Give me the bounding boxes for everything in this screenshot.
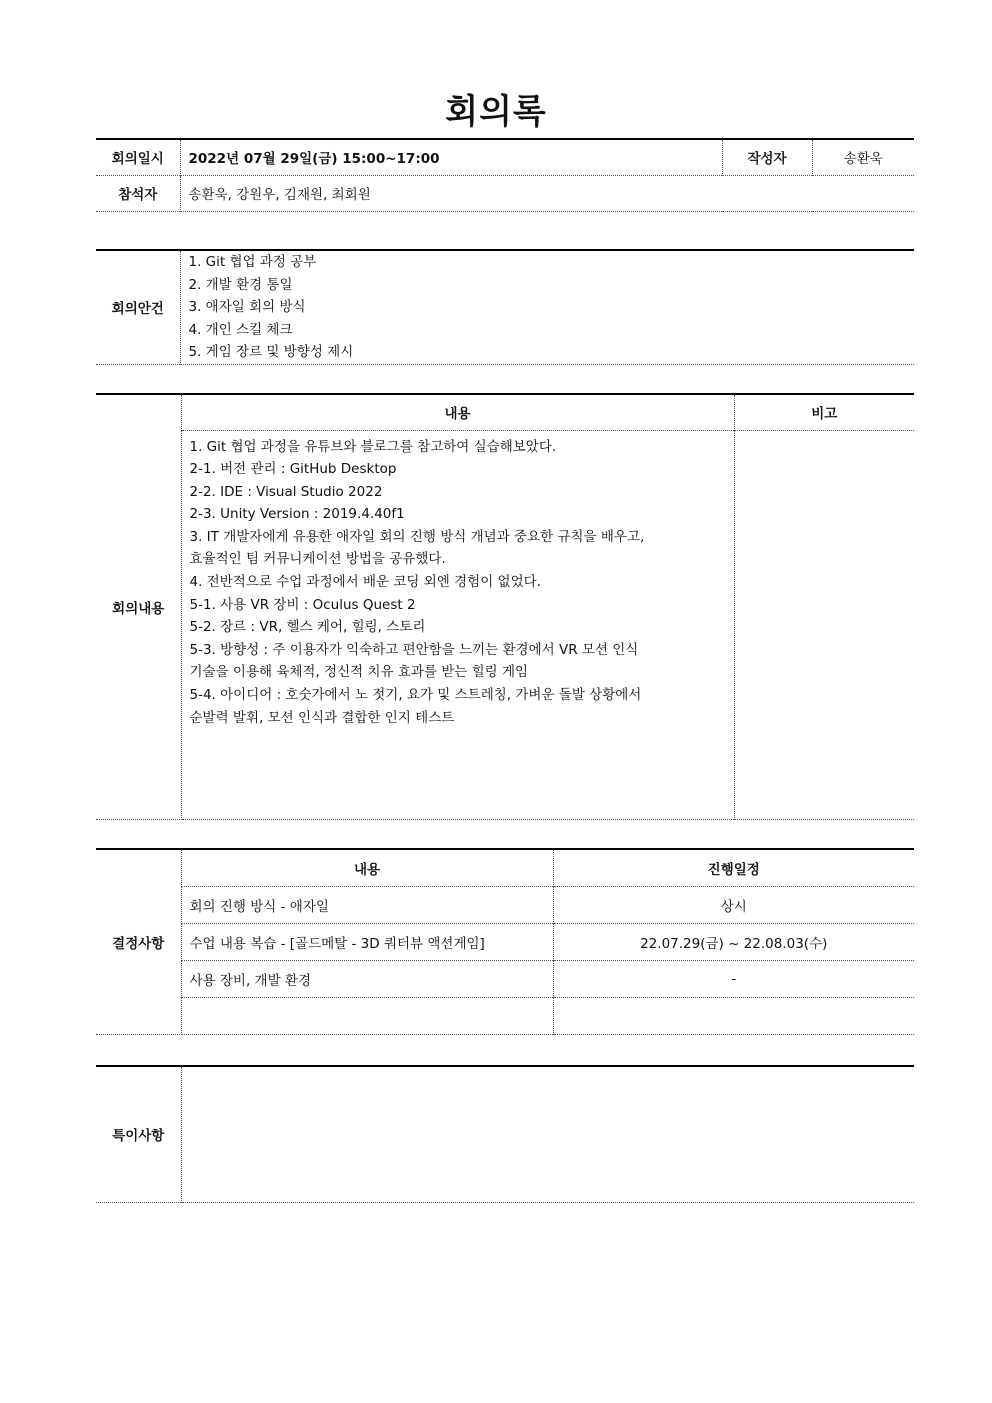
content-line: 3. IT 개발자에게 유용한 애자일 회의 진행 방식 개념과 중요한 규칙을 배우고, — [189, 528, 645, 545]
notes-table — [96, 1065, 914, 1203]
agenda-table — [96, 249, 914, 365]
agenda-item: 1. Git 협업 과정 공부 — [188, 254, 317, 270]
agenda-item: 5. 게임 장르 및 방향성 제시 — [188, 344, 354, 361]
content-line: 5-4. 아이디어 : 호숫가에서 노 젓기, 요가 및 스트레칭, 가벼운 돌발 상황에서 — [189, 687, 642, 704]
document-title: 회의록 — [445, 92, 547, 132]
note-col-header: 비고 — [811, 406, 838, 423]
attendees-value: 송환욱, 강원우, 김재원, 최회원 — [188, 187, 371, 203]
content-table — [96, 393, 914, 820]
header-table — [96, 138, 914, 212]
table-row — [96, 960, 914, 997]
attendees-label: 참석자 — [96, 175, 180, 211]
table-row — [96, 923, 914, 960]
content-line: 2-3. Unity Version : 2019.4.40f1 — [189, 506, 405, 523]
decisions-label: 결정사항 — [96, 849, 181, 1034]
agenda-label: 회의안건 — [96, 250, 180, 364]
decisions-table — [96, 848, 914, 1035]
decision-content: 수업 내용 복습 - [골드메탈 - 3D 쿼터뷰 액션게임] — [181, 923, 553, 960]
author-label: 작성자 — [722, 139, 812, 175]
content-line: 효율적인 팀 커뮤니케이션 방법을 공유했다. — [189, 551, 446, 568]
content-line: 5-2. 장르 : VR, 헬스 케어, 힐링, 스토리 — [189, 619, 426, 636]
content-body — [181, 430, 734, 819]
decisions-col-schedule: 진행일정 — [707, 861, 760, 878]
decision-schedule: - — [731, 970, 737, 987]
author-value: 송환욱 — [843, 151, 883, 168]
decision-content — [181, 997, 553, 1034]
content-label: 회의내용 — [96, 394, 181, 819]
decision-content: 회의 진행 방식 - 애자일 — [181, 886, 553, 923]
content-line: 5-1. 사용 VR 장비 : Oculus Quest 2 — [189, 596, 416, 613]
decision-schedule: 22.07.29(금) ~ 22.08.03(수) — [640, 935, 828, 952]
decisions-col-content: 내용 — [181, 849, 553, 886]
content-line: 기술을 이용해 육체적, 정신적 치유 효과를 받는 힐링 게임 — [189, 664, 529, 681]
content-line: 순발력 발휘, 모션 인식과 결합한 인지 테스트 — [189, 709, 455, 726]
date-label: 회의일시 — [96, 139, 180, 175]
content-line: 2-1. 버전 관리 : GitHub Desktop — [189, 461, 397, 478]
agenda-item: 2. 개발 환경 통일 — [188, 276, 293, 293]
decision-content: 사용 장비, 개발 환경 — [181, 960, 553, 997]
decision-schedule — [553, 997, 914, 1034]
content-line: 4. 전반적으로 수업 과정에서 배운 코딩 외엔 경험이 없었다. — [189, 574, 541, 591]
date-value: 2022년 07월 29일(금) 15:00~17:00 — [180, 139, 722, 175]
content-line: 1. Git 협업 과정을 유튜브와 블로그를 참고하여 실습해보았다. — [189, 438, 557, 455]
notes-body — [181, 1066, 914, 1202]
note-body — [734, 430, 914, 819]
content-line: 2-2. IDE : Visual Studio 2022 — [189, 483, 383, 500]
notes-label: 특이사항 — [96, 1066, 181, 1202]
agenda-item: 3. 애자일 회의 방식 — [188, 299, 306, 316]
agenda-item: 4. 개인 스킬 체크 — [188, 321, 293, 338]
agenda-list — [180, 250, 914, 364]
content-col-header: 내용 — [181, 394, 734, 430]
table-row — [96, 886, 914, 923]
table-row — [96, 997, 914, 1034]
content-line: 5-3. 방향성 : 주 이용자가 익숙하고 편안함을 느끼는 환경에서 VR 모션 인식 — [189, 641, 639, 658]
decision-schedule: 상시 — [720, 898, 747, 915]
